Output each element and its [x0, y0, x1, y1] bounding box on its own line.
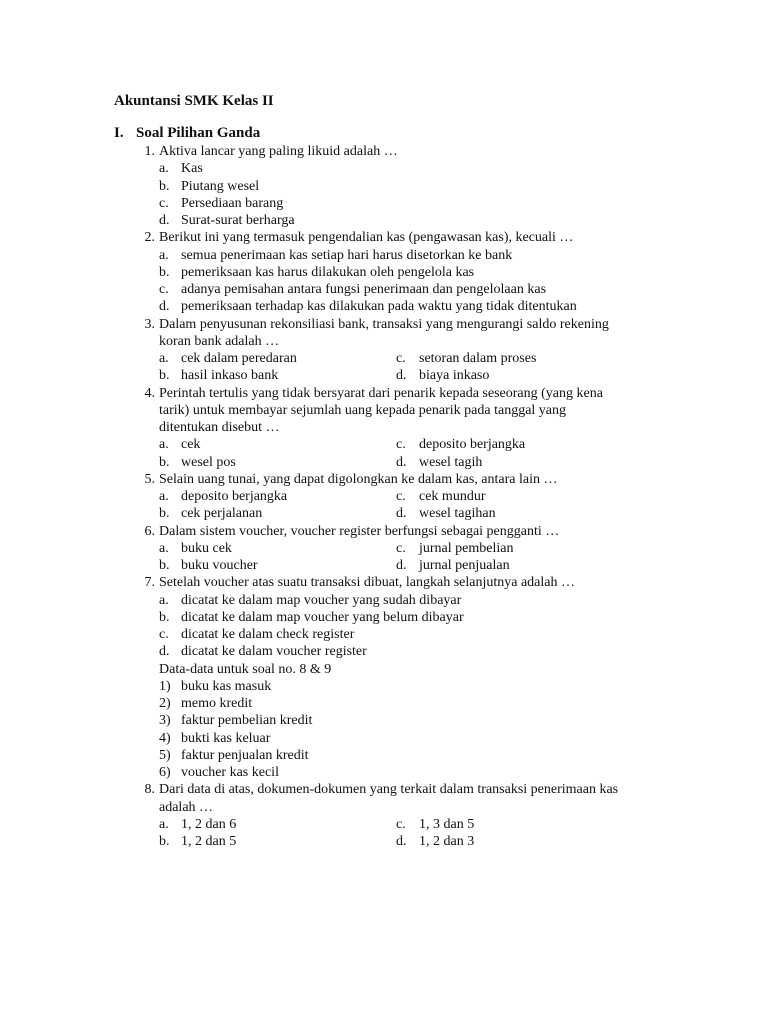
question-number: 1.: [144, 144, 155, 159]
question-line: [0, 229, 768, 246]
question-text: Dari data di atas, dokumen-dokumen yang terkait dalam transaksi penerimaan kas: [159, 782, 619, 798]
question-text: Aktiva lancar yang paling likuid adalah …: [159, 144, 398, 159]
question-line: [0, 333, 768, 350]
option-text: wesel tagih: [419, 454, 483, 470]
option-text: buku voucher: [181, 558, 258, 573]
option-label: b.: [159, 834, 170, 849]
question-number: 6.: [144, 523, 155, 539]
option-text: pemeriksaan terhadap kas dilakukan pada waktu yang tidak ditentukan: [181, 299, 577, 315]
answer-option: [0, 195, 768, 212]
option-label: a.: [159, 540, 169, 556]
option-text: 1, 2 dan 6: [181, 816, 237, 832]
option-label: b.: [159, 558, 170, 573]
answer-option-row: [0, 488, 768, 505]
option-text: Piutang wesel: [181, 178, 260, 194]
option-label: a.: [159, 247, 169, 263]
option-text: 1, 2 dan 5: [181, 834, 237, 849]
option-label: c.: [396, 437, 406, 453]
option-text: biaya inkaso: [419, 368, 490, 384]
answer-option-row: [0, 557, 768, 574]
option-label: c.: [159, 627, 169, 642]
option-text: Surat-surat berharga: [181, 213, 295, 228]
option-label: d.: [159, 299, 170, 315]
option-label: b.: [159, 264, 170, 280]
question-text: adalah …: [159, 799, 214, 815]
option-text: wesel tagihan: [419, 506, 496, 522]
answer-option-row: [0, 454, 768, 471]
option-label: d.: [396, 558, 407, 573]
answer-option: [0, 609, 768, 626]
question-number: 2.: [144, 230, 155, 246]
question-line: [0, 523, 768, 540]
question-line: [0, 316, 768, 333]
option-label: c.: [159, 282, 169, 297]
answer-option-row: [0, 505, 768, 522]
option-text: cek perjalanan: [181, 506, 263, 522]
data-block-label-row: [0, 661, 768, 678]
option-label: b.: [159, 609, 170, 625]
answer-option: [0, 592, 768, 609]
option-label: b.: [159, 368, 170, 384]
section-number: I.: [114, 125, 124, 141]
data-item: [0, 747, 768, 764]
question-text: tarik) untuk membayar sejumlah uang kepada penarik pada tanggal yang: [159, 402, 567, 418]
data-block-label: Data-data untuk soal no. 8 & 9: [159, 661, 332, 677]
option-label: d.: [396, 506, 407, 522]
option-label: b.: [159, 506, 170, 522]
option-label: b.: [159, 454, 170, 470]
data-item-number: 5): [159, 747, 171, 763]
answer-option-row: [0, 816, 768, 833]
question-number: 3.: [144, 316, 155, 332]
answer-option: [0, 247, 768, 264]
question-line: [0, 402, 768, 419]
data-item: [0, 678, 768, 695]
question-line: [0, 419, 768, 436]
option-label: a.: [159, 816, 169, 832]
option-text: Persediaan barang: [181, 195, 284, 211]
option-text: wesel pos: [181, 454, 236, 470]
answer-option-row: [0, 833, 768, 850]
data-item-text: buku kas masuk: [181, 678, 272, 694]
data-item-text: voucher kas kecil: [181, 765, 279, 780]
answer-option-row: [0, 350, 768, 367]
answer-option: [0, 281, 768, 298]
question-text: Selain uang tunai, yang dapat digolongkan ke dalam kas, antara lain …: [159, 471, 558, 487]
data-item-text: faktur penjualan kredit: [181, 747, 309, 763]
option-label: c.: [396, 540, 406, 556]
option-text: 1, 2 dan 3: [419, 834, 475, 849]
option-text: setoran dalam proses: [419, 351, 537, 366]
answer-option: [0, 160, 768, 177]
option-label: a.: [159, 489, 169, 504]
option-text: dicatat ke dalam map voucher yang sudah dibayar: [181, 592, 462, 608]
option-text: dicatat ke dalam map voucher yang belum dibayar: [181, 609, 464, 625]
option-label: c.: [396, 816, 406, 832]
option-text: jurnal penjualan: [419, 558, 510, 573]
data-item: [0, 764, 768, 781]
question-number: 8.: [144, 782, 155, 798]
section-title: Soal Pilihan Ganda: [136, 125, 261, 141]
option-label: a.: [159, 351, 169, 366]
option-text: dicatat ke dalam voucher register: [181, 644, 367, 660]
question-number: 4.: [144, 385, 155, 401]
option-text: adanya pemisahan antara fungsi penerimaan dan pengelolaan kas: [181, 282, 547, 297]
option-text: cek: [181, 437, 201, 453]
option-label: c.: [396, 351, 406, 366]
data-item: [0, 712, 768, 729]
data-item-number: 1): [159, 678, 171, 694]
data-item-text: bukti kas keluar: [181, 730, 271, 746]
section-heading: [114, 125, 260, 142]
option-text: cek dalam peredaran: [181, 351, 297, 366]
document-title: Akuntansi SMK Kelas II: [114, 93, 274, 109]
answer-option: [0, 626, 768, 643]
question-text: ditentukan disebut …: [159, 420, 280, 435]
data-item-number: 2): [159, 696, 171, 711]
option-label: a.: [159, 161, 169, 177]
answer-option: [0, 178, 768, 195]
data-item: [0, 730, 768, 747]
question-text: Perintah tertulis yang tidak bersyarat dari penarik kepada seseorang (yang kena: [159, 385, 603, 401]
option-text: Kas: [181, 161, 203, 177]
data-item-number: 6): [159, 765, 171, 780]
option-label: b.: [159, 178, 170, 194]
question-number: 7.: [144, 575, 155, 591]
question-text: Dalam sistem voucher, voucher register berfungsi sebagai pengganti …: [159, 523, 560, 539]
data-item-number: 4): [159, 730, 171, 746]
question-line: [0, 471, 768, 488]
option-text: hasil inkaso bank: [181, 368, 279, 384]
option-label: d.: [159, 213, 170, 228]
question-line: [0, 143, 768, 160]
answer-option: [0, 298, 768, 315]
option-text: dicatat ke dalam check register: [181, 627, 355, 642]
data-item-text: faktur pembelian kredit: [181, 713, 313, 729]
option-text: deposito berjangka: [181, 489, 288, 504]
option-text: cek mundur: [419, 489, 486, 504]
option-text: buku cek: [181, 540, 232, 556]
question-line: [0, 385, 768, 402]
option-text: semua penerimaan kas setiap hari harus disetorkan ke bank: [181, 247, 513, 263]
option-label: d.: [159, 644, 170, 660]
answer-option: [0, 643, 768, 660]
answer-option: [0, 212, 768, 229]
question-text: koran bank adalah …: [159, 333, 280, 349]
question-line: [0, 781, 768, 798]
answer-option-row: [0, 540, 768, 557]
option-label: c.: [159, 195, 169, 211]
option-text: 1, 3 dan 5: [419, 816, 475, 832]
option-label: a.: [159, 437, 169, 453]
option-label: a.: [159, 592, 169, 608]
data-item-text: memo kredit: [181, 696, 253, 711]
option-label: d.: [396, 454, 407, 470]
data-item: [0, 695, 768, 712]
data-item-number: 3): [159, 713, 171, 729]
question-text: Setelah voucher atas suatu transaksi dibuat, langkah selanjutnya adalah …: [159, 575, 575, 591]
option-label: c.: [396, 489, 406, 504]
answer-option-row: [0, 436, 768, 453]
option-label: d.: [396, 834, 407, 849]
question-line: [0, 574, 768, 591]
option-text: jurnal pembelian: [419, 540, 514, 556]
question-number: 5.: [144, 471, 155, 487]
answer-option-row: [0, 367, 768, 384]
answer-option: [0, 264, 768, 281]
question-line: [0, 799, 768, 816]
question-list: [0, 143, 768, 850]
question-text: Berikut ini yang termasuk pengendalian kas (pengawasan kas), kecuali …: [159, 230, 574, 246]
question-text: Dalam penyusunan rekonsiliasi bank, transaksi yang mengurangi saldo rekening: [159, 316, 609, 332]
option-text: deposito berjangka: [419, 437, 526, 453]
option-text: pemeriksaan kas harus dilakukan oleh pengelola kas: [181, 264, 475, 280]
option-label: d.: [396, 368, 407, 384]
